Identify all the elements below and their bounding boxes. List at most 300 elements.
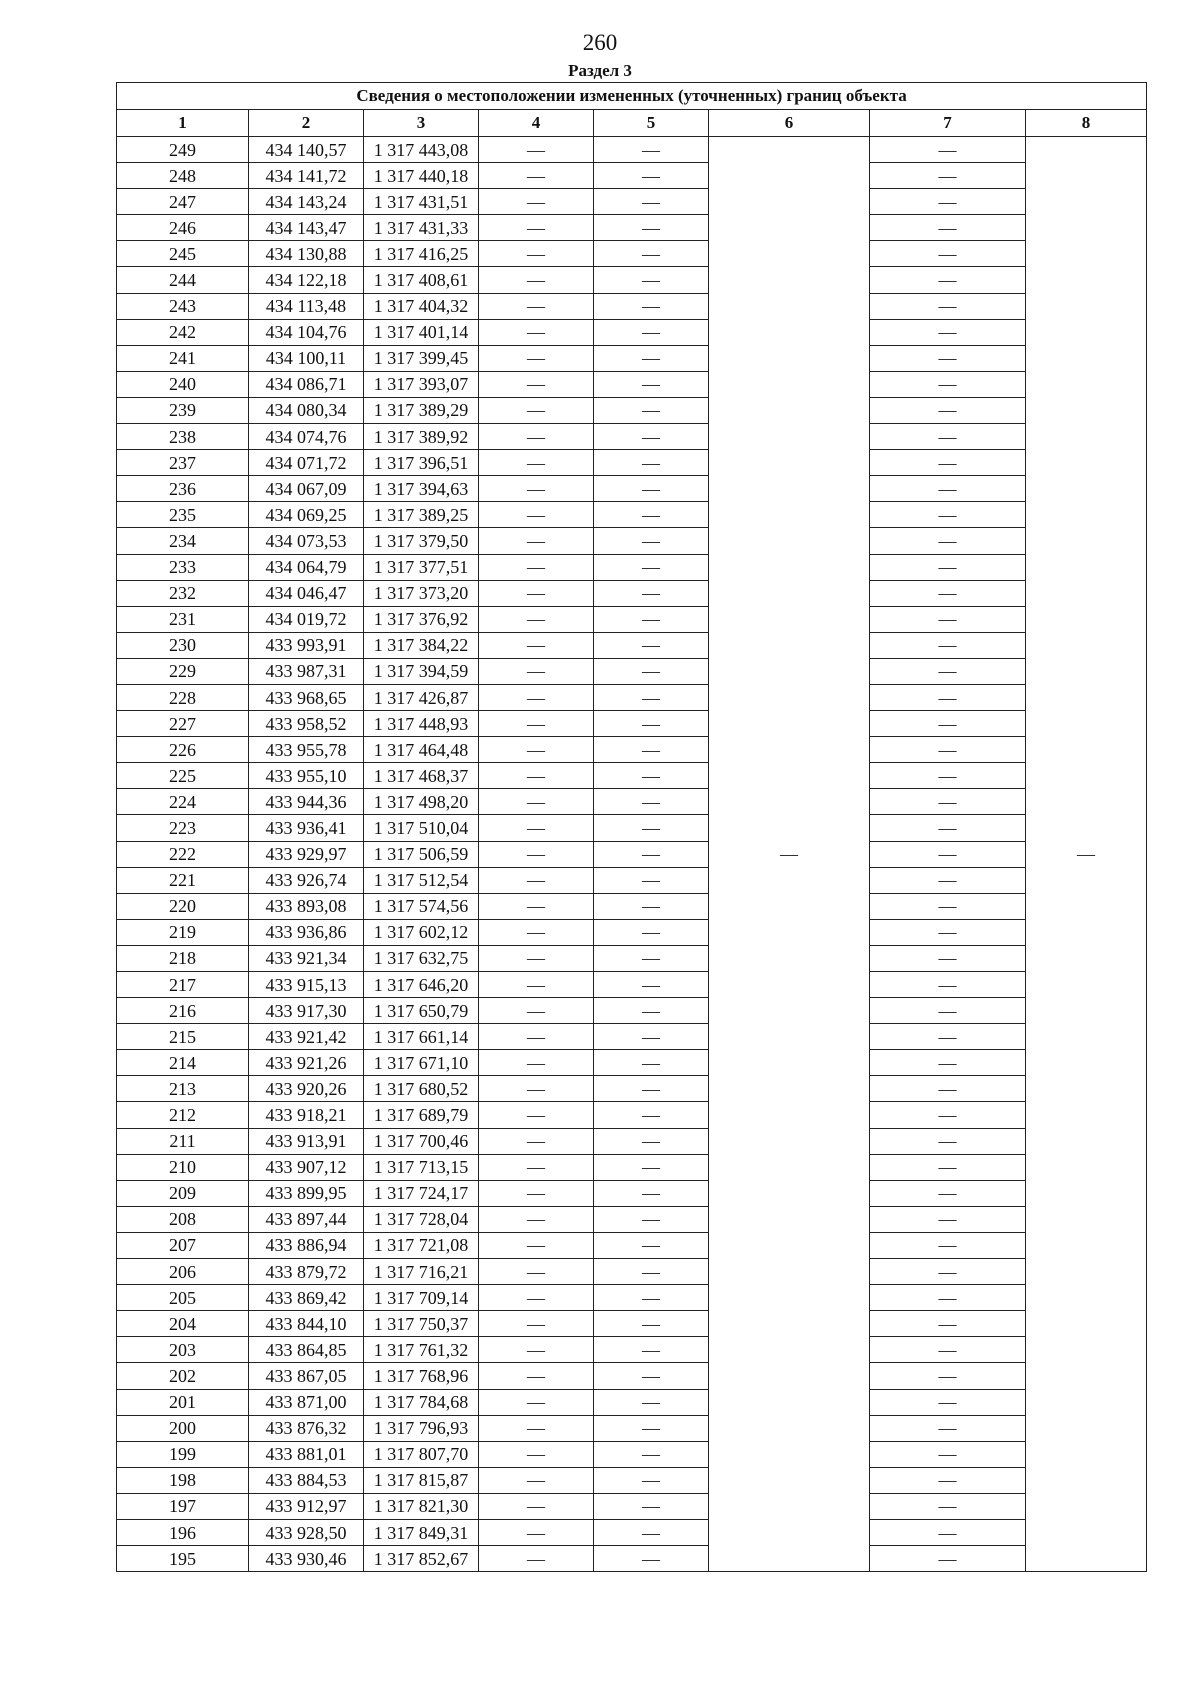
coordinate-x-cell: 433 881,01 (249, 1441, 364, 1467)
table-row (117, 397, 1147, 423)
coordinate-x-cell: 433 921,42 (249, 1024, 364, 1050)
column-7-cell: — (870, 1180, 1026, 1206)
column-7-cell: — (870, 1415, 1026, 1441)
column-5-cell: — (594, 763, 709, 789)
column-5-cell: — (594, 502, 709, 528)
table-row (117, 893, 1147, 919)
coordinate-x-cell: 434 143,24 (249, 189, 364, 215)
table-row (117, 476, 1147, 502)
coordinate-y-cell: 1 317 377,51 (364, 554, 479, 580)
coordinate-y-cell: 1 317 661,14 (364, 1024, 479, 1050)
coordinate-y-cell: 1 317 416,25 (364, 241, 479, 267)
coordinate-y-cell: 1 317 373,20 (364, 580, 479, 606)
coordinate-x-cell: 433 928,50 (249, 1519, 364, 1545)
column-4-cell: — (479, 919, 594, 945)
coordinate-y-cell: 1 317 849,31 (364, 1519, 479, 1545)
table-row (117, 1493, 1147, 1519)
table-body (117, 137, 1147, 1572)
point-number-cell: 244 (117, 267, 249, 293)
column-5-cell: — (594, 476, 709, 502)
column-4-cell: — (479, 711, 594, 737)
point-number-cell: 241 (117, 345, 249, 371)
column-7-cell: — (870, 1441, 1026, 1467)
coordinate-y-cell: 1 317 821,30 (364, 1493, 479, 1519)
column-4-cell: — (479, 215, 594, 241)
column-7-cell: — (870, 998, 1026, 1024)
coordinate-y-cell: 1 317 852,67 (364, 1546, 479, 1572)
point-number-cell: 206 (117, 1259, 249, 1285)
column-7-cell: — (870, 658, 1026, 684)
column-4-cell: — (479, 1441, 594, 1467)
coordinate-x-cell: 434 073,53 (249, 528, 364, 554)
column-4-cell: — (479, 789, 594, 815)
coordinate-y-cell: 1 317 468,37 (364, 763, 479, 789)
column-4-cell: — (479, 241, 594, 267)
table-row (117, 1337, 1147, 1363)
table-row (117, 189, 1147, 215)
column-5-cell: — (594, 424, 709, 450)
column-5-cell: — (594, 267, 709, 293)
point-number-cell: 196 (117, 1519, 249, 1545)
column-5-cell: — (594, 1154, 709, 1180)
coordinate-y-cell: 1 317 393,07 (364, 371, 479, 397)
column-4-cell: — (479, 1519, 594, 1545)
column-number: 5 (594, 110, 709, 137)
coordinate-y-cell: 1 317 408,61 (364, 267, 479, 293)
column-4-cell: — (479, 972, 594, 998)
point-number-cell: 212 (117, 1102, 249, 1128)
coordinate-x-cell: 434 064,79 (249, 554, 364, 580)
coordinate-x-cell: 433 884,53 (249, 1467, 364, 1493)
column-7-cell: — (870, 580, 1026, 606)
point-number-cell: 225 (117, 763, 249, 789)
column-7-cell: — (870, 1102, 1026, 1128)
column-8-merged-cell: — (1026, 137, 1147, 1572)
table-row (117, 606, 1147, 632)
point-number-cell: 248 (117, 163, 249, 189)
coordinate-y-cell: 1 317 512,54 (364, 867, 479, 893)
page-number: 260 (582, 30, 618, 55)
column-7-cell: — (870, 163, 1026, 189)
point-number-cell: 224 (117, 789, 249, 815)
column-5-cell: — (594, 345, 709, 371)
column-7-cell: — (870, 1154, 1026, 1180)
table-row (117, 1102, 1147, 1128)
point-number-cell: 242 (117, 319, 249, 345)
point-number-cell: 197 (117, 1493, 249, 1519)
column-7-cell: — (870, 893, 1026, 919)
table-row (117, 1285, 1147, 1311)
column-4-cell: — (479, 137, 594, 163)
column-4-cell: — (479, 684, 594, 710)
column-5-cell: — (594, 632, 709, 658)
table-row (117, 789, 1147, 815)
column-number: 3 (364, 110, 479, 137)
column-4-cell: — (479, 1128, 594, 1154)
column-4-cell: — (479, 397, 594, 423)
point-number-cell: 231 (117, 606, 249, 632)
column-4-cell: — (479, 1180, 594, 1206)
coordinate-y-cell: 1 317 724,17 (364, 1180, 479, 1206)
column-5-cell: — (594, 189, 709, 215)
column-7-cell: — (870, 502, 1026, 528)
coordinate-y-cell: 1 317 709,14 (364, 1285, 479, 1311)
coordinate-y-cell: 1 317 389,29 (364, 397, 479, 423)
column-7-cell: — (870, 632, 1026, 658)
table-row (117, 737, 1147, 763)
column-4-cell: — (479, 867, 594, 893)
column-5-cell: — (594, 1128, 709, 1154)
column-5-cell: — (594, 1050, 709, 1076)
coordinate-x-cell: 433 929,97 (249, 841, 364, 867)
column-4-cell: — (479, 1050, 594, 1076)
table-row (117, 1154, 1147, 1180)
coordinate-y-cell: 1 317 394,59 (364, 658, 479, 684)
table-row (117, 1441, 1147, 1467)
coordinate-y-cell: 1 317 815,87 (364, 1467, 479, 1493)
column-5-cell: — (594, 1363, 709, 1389)
coordinate-y-cell: 1 317 650,79 (364, 998, 479, 1024)
coordinate-y-cell: 1 317 680,52 (364, 1076, 479, 1102)
coordinate-x-cell: 434 046,47 (249, 580, 364, 606)
column-5-cell: — (594, 1232, 709, 1258)
point-number-cell: 219 (117, 919, 249, 945)
column-5-cell: — (594, 450, 709, 476)
coordinate-x-cell: 434 067,09 (249, 476, 364, 502)
column-4-cell: — (479, 841, 594, 867)
coordinate-y-cell: 1 317 426,87 (364, 684, 479, 710)
column-5-cell: — (594, 684, 709, 710)
point-number-cell: 221 (117, 867, 249, 893)
coordinate-x-cell: 433 864,85 (249, 1337, 364, 1363)
column-4-cell: — (479, 1546, 594, 1572)
point-number-cell: 200 (117, 1415, 249, 1441)
column-4-cell: — (479, 450, 594, 476)
point-number-cell: 210 (117, 1154, 249, 1180)
column-5-cell: — (594, 137, 709, 163)
table-row (117, 1389, 1147, 1415)
coordinate-x-cell: 433 936,86 (249, 919, 364, 945)
coordinate-y-cell: 1 317 761,32 (364, 1337, 479, 1363)
table-row (117, 1311, 1147, 1337)
column-4-cell: — (479, 293, 594, 319)
table-row (117, 424, 1147, 450)
point-number-cell: 227 (117, 711, 249, 737)
coordinate-x-cell: 433 915,13 (249, 972, 364, 998)
table-row (117, 998, 1147, 1024)
table-row (117, 1076, 1147, 1102)
coordinate-x-cell: 433 867,05 (249, 1363, 364, 1389)
column-7-cell: — (870, 189, 1026, 215)
column-4-cell: — (479, 319, 594, 345)
coordinate-y-cell: 1 317 632,75 (364, 945, 479, 971)
coordinate-x-cell: 434 080,34 (249, 397, 364, 423)
section-title: Раздел 3 (568, 61, 632, 80)
coordinate-x-cell: 433 897,44 (249, 1206, 364, 1232)
column-5-cell: — (594, 919, 709, 945)
column-5-cell: — (594, 815, 709, 841)
point-number-cell: 237 (117, 450, 249, 476)
table-row (117, 815, 1147, 841)
column-7-cell: — (870, 815, 1026, 841)
coordinate-x-cell: 433 917,30 (249, 998, 364, 1024)
column-5-cell: — (594, 606, 709, 632)
column-7-cell: — (870, 1128, 1026, 1154)
coordinate-y-cell: 1 317 431,51 (364, 189, 479, 215)
column-number-row (117, 110, 1147, 137)
column-7-cell: — (870, 1285, 1026, 1311)
coordinate-y-cell: 1 317 401,14 (364, 319, 479, 345)
column-5-cell: — (594, 241, 709, 267)
column-5-cell: — (594, 998, 709, 1024)
coordinate-x-cell: 434 071,72 (249, 450, 364, 476)
point-number-cell: 220 (117, 893, 249, 919)
point-number-cell: 214 (117, 1050, 249, 1076)
coordinate-y-cell: 1 317 443,08 (364, 137, 479, 163)
table-row (117, 580, 1147, 606)
column-5-cell: — (594, 1024, 709, 1050)
point-number-cell: 239 (117, 397, 249, 423)
point-number-cell: 204 (117, 1311, 249, 1337)
coordinate-y-cell: 1 317 448,93 (364, 711, 479, 737)
column-4-cell: — (479, 1467, 594, 1493)
coordinate-x-cell: 434 130,88 (249, 241, 364, 267)
table-row (117, 711, 1147, 737)
column-4-cell: — (479, 658, 594, 684)
coordinate-y-cell: 1 317 379,50 (364, 528, 479, 554)
column-7-cell: — (870, 1519, 1026, 1545)
column-5-cell: — (594, 1493, 709, 1519)
point-number-cell: 234 (117, 528, 249, 554)
column-7-cell: — (870, 319, 1026, 345)
table-row (117, 502, 1147, 528)
column-number: 8 (1026, 110, 1147, 137)
column-5-cell: — (594, 1441, 709, 1467)
coordinate-y-cell: 1 317 750,37 (364, 1311, 479, 1337)
column-7-cell: — (870, 1024, 1026, 1050)
table-row (117, 215, 1147, 241)
coordinate-x-cell: 433 869,42 (249, 1285, 364, 1311)
column-5-cell: — (594, 397, 709, 423)
coordinate-x-cell: 433 955,10 (249, 763, 364, 789)
column-7-cell: — (870, 1259, 1026, 1285)
coordinate-x-cell: 434 019,72 (249, 606, 364, 632)
coordinate-y-cell: 1 317 389,92 (364, 424, 479, 450)
point-number-cell: 226 (117, 737, 249, 763)
coordinate-y-cell: 1 317 713,15 (364, 1154, 479, 1180)
column-5-cell: — (594, 658, 709, 684)
point-number-cell: 238 (117, 424, 249, 450)
column-5-cell: — (594, 1076, 709, 1102)
coordinate-y-cell: 1 317 376,92 (364, 606, 479, 632)
point-number-cell: 246 (117, 215, 249, 241)
table-caption: Сведения о местоположении измененных (уточненных) границ объекта (117, 83, 1147, 110)
column-4-cell: — (479, 163, 594, 189)
coordinate-y-cell: 1 317 768,96 (364, 1363, 479, 1389)
column-5-cell: — (594, 1337, 709, 1363)
coordinate-x-cell: 433 987,31 (249, 658, 364, 684)
coordinates-table (116, 82, 1147, 1572)
coordinate-x-cell: 433 879,72 (249, 1259, 364, 1285)
point-number-cell: 235 (117, 502, 249, 528)
coordinate-x-cell: 433 913,91 (249, 1128, 364, 1154)
column-5-cell: — (594, 945, 709, 971)
column-5-cell: — (594, 1389, 709, 1415)
column-4-cell: — (479, 502, 594, 528)
coordinate-y-cell: 1 317 394,63 (364, 476, 479, 502)
coordinate-x-cell: 434 086,71 (249, 371, 364, 397)
column-5-cell: — (594, 1546, 709, 1572)
column-7-cell: — (870, 737, 1026, 763)
column-7-cell: — (870, 397, 1026, 423)
point-number-cell: 201 (117, 1389, 249, 1415)
column-7-cell: — (870, 215, 1026, 241)
point-number-cell: 229 (117, 658, 249, 684)
coordinate-y-cell: 1 317 404,32 (364, 293, 479, 319)
table-row (117, 1259, 1147, 1285)
coordinate-x-cell: 433 912,97 (249, 1493, 364, 1519)
column-5-cell: — (594, 972, 709, 998)
column-5-cell: — (594, 293, 709, 319)
column-4-cell: — (479, 476, 594, 502)
column-5-cell: — (594, 554, 709, 580)
coordinate-x-cell: 434 143,47 (249, 215, 364, 241)
coordinate-x-cell: 433 920,26 (249, 1076, 364, 1102)
coordinate-x-cell: 433 844,10 (249, 1311, 364, 1337)
coordinate-x-cell: 434 122,18 (249, 267, 364, 293)
column-7-cell: — (870, 1050, 1026, 1076)
point-number-cell: 230 (117, 632, 249, 658)
column-5-cell: — (594, 1180, 709, 1206)
column-7-cell: — (870, 1363, 1026, 1389)
coordinate-y-cell: 1 317 510,04 (364, 815, 479, 841)
table-row (117, 319, 1147, 345)
point-number-cell: 213 (117, 1076, 249, 1102)
column-7-cell: — (870, 1337, 1026, 1363)
coordinate-y-cell: 1 317 389,25 (364, 502, 479, 528)
table-row (117, 1024, 1147, 1050)
column-4-cell: — (479, 189, 594, 215)
column-4-cell: — (479, 1024, 594, 1050)
coordinate-x-cell: 433 907,12 (249, 1154, 364, 1180)
column-number: 4 (479, 110, 594, 137)
column-4-cell: — (479, 815, 594, 841)
point-number-cell: 249 (117, 137, 249, 163)
column-4-cell: — (479, 632, 594, 658)
table-row (117, 1050, 1147, 1076)
coordinate-y-cell: 1 317 689,79 (364, 1102, 479, 1128)
column-4-cell: — (479, 1363, 594, 1389)
point-number-cell: 217 (117, 972, 249, 998)
column-7-cell: — (870, 867, 1026, 893)
table-row (117, 371, 1147, 397)
column-5-cell: — (594, 789, 709, 815)
table-row (117, 1519, 1147, 1545)
column-4-cell: — (479, 1232, 594, 1258)
table-row (117, 972, 1147, 998)
point-number-cell: 195 (117, 1546, 249, 1572)
column-4-cell: — (479, 1154, 594, 1180)
column-7-cell: — (870, 1467, 1026, 1493)
point-number-cell: 209 (117, 1180, 249, 1206)
column-4-cell: — (479, 1311, 594, 1337)
point-number-cell: 199 (117, 1441, 249, 1467)
coordinate-x-cell: 433 886,94 (249, 1232, 364, 1258)
column-4-cell: — (479, 528, 594, 554)
table-row (117, 1128, 1147, 1154)
table-row (117, 841, 1147, 867)
coordinate-x-cell: 434 074,76 (249, 424, 364, 450)
column-5-cell: — (594, 1102, 709, 1128)
column-4-cell: — (479, 345, 594, 371)
column-5-cell: — (594, 737, 709, 763)
point-number-cell: 202 (117, 1363, 249, 1389)
column-7-cell: — (870, 424, 1026, 450)
point-number-cell: 218 (117, 945, 249, 971)
column-7-cell: — (870, 945, 1026, 971)
coordinate-x-cell: 434 140,57 (249, 137, 364, 163)
coordinate-y-cell: 1 317 431,33 (364, 215, 479, 241)
column-4-cell: — (479, 1076, 594, 1102)
column-number: 2 (249, 110, 364, 137)
column-number: 6 (709, 110, 870, 137)
coordinate-y-cell: 1 317 464,48 (364, 737, 479, 763)
table-row (117, 1363, 1147, 1389)
column-7-cell: — (870, 371, 1026, 397)
coordinate-x-cell: 433 944,36 (249, 789, 364, 815)
column-7-cell: — (870, 476, 1026, 502)
column-7-cell: — (870, 606, 1026, 632)
point-number-cell: 233 (117, 554, 249, 580)
coordinate-y-cell: 1 317 716,21 (364, 1259, 479, 1285)
coordinate-x-cell: 433 993,91 (249, 632, 364, 658)
table-row (117, 684, 1147, 710)
coordinate-x-cell: 434 069,25 (249, 502, 364, 528)
point-number-cell: 223 (117, 815, 249, 841)
point-number-cell: 236 (117, 476, 249, 502)
column-7-cell: — (870, 919, 1026, 945)
coordinate-y-cell: 1 317 671,10 (364, 1050, 479, 1076)
table-row (117, 137, 1147, 163)
point-number-cell: 216 (117, 998, 249, 1024)
column-4-cell: — (479, 1493, 594, 1519)
table-row (117, 632, 1147, 658)
column-7-cell: — (870, 1311, 1026, 1337)
column-7-cell: — (870, 972, 1026, 998)
column-4-cell: — (479, 893, 594, 919)
column-5-cell: — (594, 1415, 709, 1441)
column-5-cell: — (594, 1519, 709, 1545)
column-7-cell: — (870, 528, 1026, 554)
point-number-cell: 215 (117, 1024, 249, 1050)
coordinate-y-cell: 1 317 602,12 (364, 919, 479, 945)
coordinate-x-cell: 433 899,95 (249, 1180, 364, 1206)
coordinate-x-cell: 434 104,76 (249, 319, 364, 345)
table-row (117, 163, 1147, 189)
coordinate-x-cell: 434 141,72 (249, 163, 364, 189)
column-5-cell: — (594, 711, 709, 737)
point-number-cell: 203 (117, 1337, 249, 1363)
column-6-merged-cell: — (709, 137, 870, 1572)
coordinate-x-cell: 433 921,34 (249, 945, 364, 971)
coordinate-y-cell: 1 317 728,04 (364, 1206, 479, 1232)
column-7-cell: — (870, 241, 1026, 267)
coordinate-y-cell: 1 317 700,46 (364, 1128, 479, 1154)
column-5-cell: — (594, 163, 709, 189)
column-4-cell: — (479, 424, 594, 450)
table-row (117, 763, 1147, 789)
coordinate-y-cell: 1 317 396,51 (364, 450, 479, 476)
